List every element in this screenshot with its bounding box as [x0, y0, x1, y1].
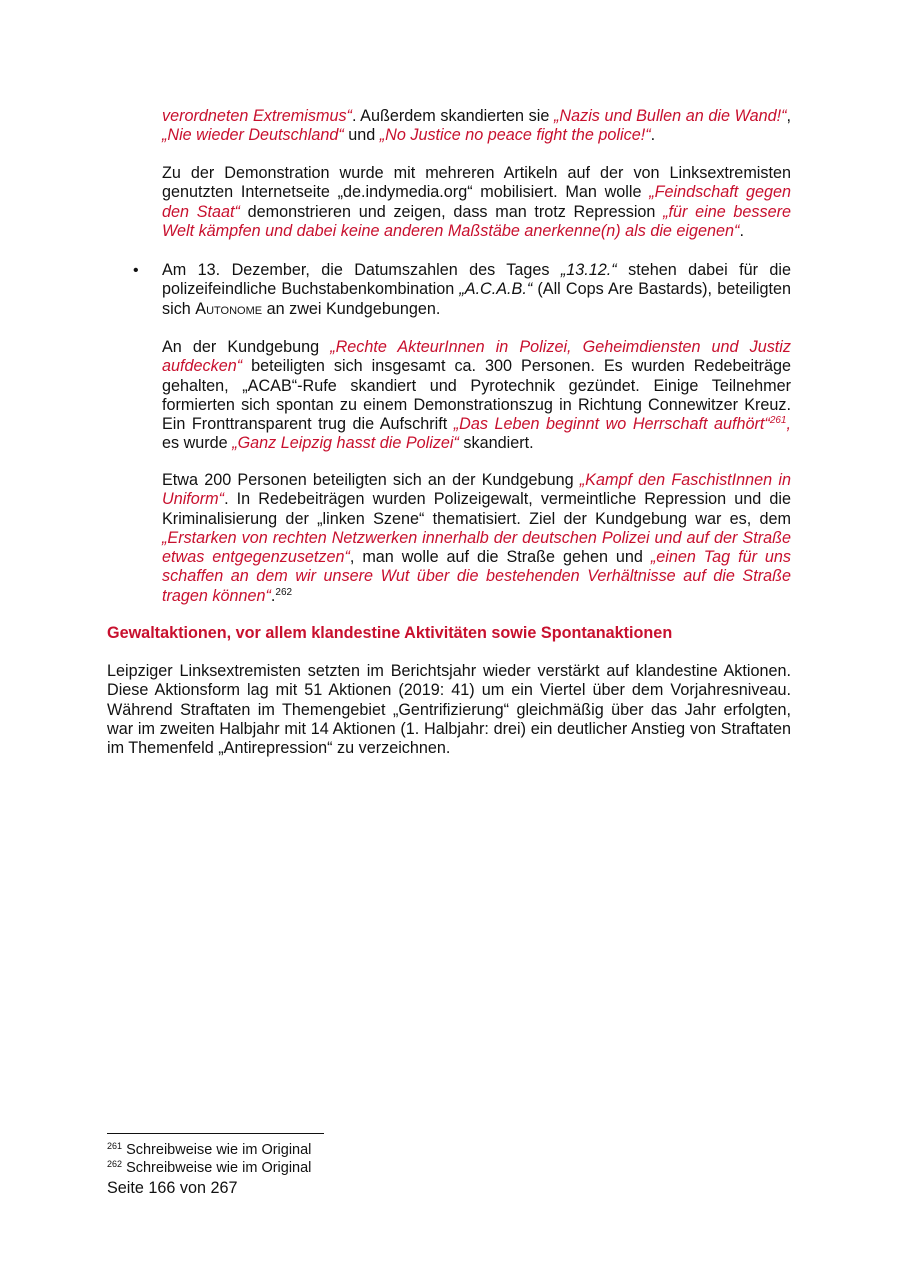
footnote-ref-262: 262	[275, 586, 293, 598]
bullet-paragraph-13-december: Am 13. Dezember, die Datumszahlen des Tages „13.12.“ stehen dabei für die polizeifeindliche Buchstabenkombination „A.C.A.B.“ (All Cops Are Bastards), beteiligten sich Autonome an zwei Kundgebungen.	[162, 261, 792, 318]
paragraph-indymedia: Zu der Demonstration wurde mit mehreren Artikeln auf der von Linksextremisten genutzten Internetseite „de.indymedia.org“ mobilisiert. Man wolle „Feindschaft gegen den Staat“ demonstrieren und zeigen, dass man trotz Repression „für eine bessere Welt kämpfen und dabei keine anderen Maßstäbe anerkenne(n) als die eigenen“.	[162, 164, 791, 240]
page-number: Seite 166 von 267	[107, 1179, 238, 1197]
footnote-261: $^{261}$ Schreibweise wie im Original	[107, 1141, 312, 1158]
footnote-ref-261: 261	[769, 415, 787, 427]
paragraph-kundgebung-1: An der Kundgebung „Rechte AkteurInnen in Polizei, Geheimdiensten und Justiz aufdecken“ beteiligten sich insgesamt ca. 300 Personen. Es wurden Redebeiträge gehalten, „ACAB“-Rufe skandiert und Pyrotechnik gezündet. Einige Teilnehmer formierten sich spontan zu einem Demonstrationszug in Richtung Connewitzer Kreuz. Ein Fronttransparent trug die Aufschrift „Das Leben beginnt wo Herrschaft aufhört“$^{261}$, es wurde „Ganz Leipzig hasst die Polizei“ skandiert.	[162, 338, 791, 453]
paragraph-kundgebung-2: Etwa 200 Personen beteiligten sich an der Kundgebung „Kampf den FaschistInnen in Uniform“. In Redebeiträgen wurden Polizeigewalt, vermeintliche Repression und die Kriminalisierung der „linken Szene“ thematisiert. Ziel der Kundgebung war es, dem „Erstarken von rechten Netzwerken innerhalb der deutschen Polizei und auf der Straße etwas entgegenzusetzen“, man wolle auf die Straße gehen und „einen Tag für uns schaffen an dem wir unsere Wut über die bestehenden Verhältnisse auf die Straße tragen können“.$^{262}$	[162, 471, 791, 605]
section-heading: Gewaltaktionen, vor allem klandestine Aktivitäten sowie Spontanaktionen	[107, 624, 673, 642]
footnote-divider	[107, 1133, 324, 1134]
paragraph-quotes: verordneten Extremismus“. Außerdem skandierten sie „Nazis und Bullen an die Wand!“, „Nie wieder Deutschland“ und „No Justice no peace fight the police!“.	[162, 107, 791, 145]
footnote-262: $^{262}$ Schreibweise wie im Original	[107, 1159, 312, 1176]
bullet-point: •	[133, 262, 139, 279]
paragraph-klandestine-aktionen: Leipziger Linksextremisten setzten im Berichtsjahr wieder verstärkt auf klandestine Aktionen. Diese Aktionsform lag mit 51 Aktionen (2019: 41) um ein Viertel über dem Vorjahresniveau. Während Straftaten im Themengebiet „Gentrifizierung“ gleichmäßig über das Jahr erfolgten, war im zweiten Halbjahr mit 14 Aktionen (1. Halbjahr: drei) ein deutlicher Anstieg von Straftaten im Themenfeld „Antirepression“ zu verzeichnen.	[107, 662, 791, 758]
